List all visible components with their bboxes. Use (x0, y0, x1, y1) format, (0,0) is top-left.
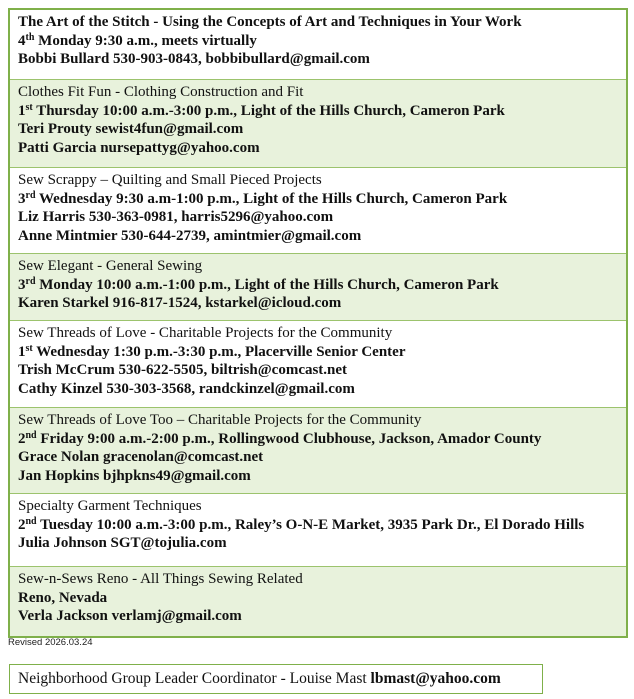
group-row-specialty-garment-techniques (10, 494, 626, 567)
group-contact: Anne Mintmier 530-644-2739, amintmier@gmail.com (18, 227, 362, 244)
group-title: The Art of the Stitch - Using the Concepts of Art and Techniques in Your Work (18, 14, 522, 30)
coordinator-label: Neighborhood Group Leader Coordinator - Louise Mast (18, 670, 371, 687)
group-row-art-of-the-stitch (10, 10, 626, 80)
group-schedule (18, 32, 618, 51)
group-title: Clothes Fit Fun - Clothing Construction and Fit (18, 84, 304, 100)
group-contact: Jan Hopkins bjhpkns49@gmail.com (18, 467, 251, 484)
schedule-ordinal: 4 (18, 32, 26, 49)
group-row-sew-threads-of-love (10, 321, 626, 408)
schedule-details: Friday 9:00 a.m.-2:00 p.m., Rollingwood Clubhouse, Jackson, Amador County (36, 430, 542, 447)
group-schedule (18, 516, 618, 535)
group-contact: Karen Starkel 916-817-1524, kstarkel@icloud.com (18, 295, 342, 312)
group-contact: Teri Prouty sewist4fun@gmail.com (18, 121, 244, 138)
schedule-ordinal: 1 (18, 102, 26, 119)
group-row-sew-threads-of-love-too (10, 408, 626, 494)
revised-date: Revised 2026.03.24 (8, 637, 93, 648)
schedule-details: Thursday 10:00 a.m.-3:00 p.m., Light of the Hills Church, Cameron Park (32, 102, 505, 119)
group-contact: Bobbi Bullard 530-903-0843, bobbibullard@gmail.com (18, 51, 370, 68)
group-contact: Verla Jackson verlamj@gmail.com (18, 608, 242, 625)
schedule-ordinal-suffix: rd (25, 275, 36, 287)
group-location: Reno, Nevada (18, 589, 108, 606)
group-row-clothes-fit-fun (10, 80, 626, 168)
groups-table (8, 8, 628, 638)
schedule-details: Tuesday 10:00 a.m.-3:00 p.m., Raley’s O-N-E Market, 3935 Park Dr., El Dorado Hills (36, 516, 585, 533)
group-schedule (18, 276, 618, 295)
schedule-ordinal-suffix: nd (25, 515, 37, 527)
group-schedule (18, 190, 618, 209)
group-contact: Grace Nolan gracenolan@comcast.net (18, 449, 264, 466)
schedule-details: Wednesday 1:30 p.m.-3:30 p.m., Placerville Senior Center (32, 343, 406, 360)
group-contact: Trish McCrum 530-622-5505, biltrish@comcast.net (18, 362, 348, 379)
group-row-sew-scrappy (10, 168, 626, 254)
group-contact: Julia Johnson SGT@tojulia.com (18, 535, 227, 552)
schedule-ordinal: 2 (18, 516, 26, 533)
group-contact: Liz Harris 530-363-0981, harris5296@yahoo.com (18, 209, 334, 226)
group-row-sew-n-sews-reno (10, 567, 626, 636)
schedule-ordinal: 3 (18, 276, 26, 293)
coordinator-box (9, 664, 543, 694)
schedule-details: Monday 9:30 a.m., meets virtually (34, 32, 257, 49)
schedule-ordinal-suffix: nd (25, 429, 37, 441)
group-title: Specialty Garment Techniques (18, 498, 202, 514)
schedule-ordinal: 3 (18, 190, 26, 207)
schedule-ordinal-suffix: st (25, 101, 33, 113)
coordinator-email: lbmast@yahoo.com (370, 670, 501, 687)
group-schedule (18, 343, 618, 362)
group-title: Sew Scrappy – Quilting and Small Pieced Projects (18, 172, 322, 188)
schedule-details: Wednesday 9:30 a.m-1:00 p.m., Light of the Hills Church, Cameron Park (35, 190, 508, 207)
group-title: Sew Elegant - General Sewing (18, 258, 203, 274)
group-schedule (18, 102, 618, 121)
group-title: Sew Threads of Love Too – Charitable Projects for the Community (18, 412, 422, 428)
group-contact: Cathy Kinzel 530-303-3568, randckinzel@gmail.com (18, 380, 355, 397)
schedule-ordinal-suffix: rd (25, 189, 36, 201)
group-title: Sew Threads of Love - Charitable Projects for the Community (18, 325, 393, 341)
group-schedule (18, 430, 618, 449)
schedule-ordinal: 1 (18, 343, 26, 360)
schedule-ordinal: 2 (18, 430, 26, 447)
group-contact: Patti Garcia nursepattyg@yahoo.com (18, 139, 260, 156)
group-row-sew-elegant (10, 254, 626, 321)
schedule-details: Monday 10:00 a.m.-1:00 p.m., Light of the Hills Church, Cameron Park (35, 276, 499, 293)
schedule-ordinal-suffix: st (25, 342, 33, 354)
group-title: Sew-n-Sews Reno - All Things Sewing Related (18, 571, 303, 587)
schedule-ordinal-suffix: th (25, 31, 35, 43)
